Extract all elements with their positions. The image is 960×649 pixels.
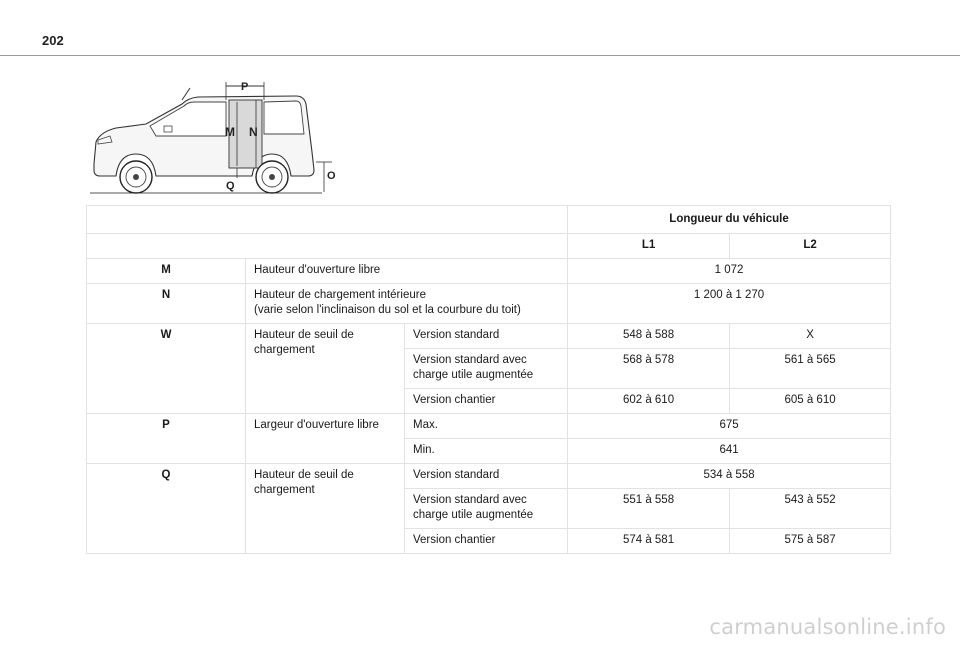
table-header-row [87,206,891,234]
row-value: 641 [568,439,891,464]
row-code: W [87,324,246,414]
van-windows [150,102,226,136]
value-l1: 551 à 558 [568,489,730,529]
table-row-q [87,464,891,489]
dim-label-n: N [249,125,258,139]
van-dimension-diagram [86,78,346,202]
version-label: Version standard avec charge utile augmentée [405,489,568,529]
dim-label-q: Q [226,180,235,192]
header-rule [0,55,960,56]
row-code: N [87,284,246,324]
row-code: Q [87,464,246,554]
l2-header: L2 [730,234,891,259]
row-value: 534 à 558 [568,464,891,489]
row-value: 1 072 [568,259,891,284]
page-number: 202 [42,33,64,48]
table-row-w [87,324,891,349]
dim-label-o: O [327,170,336,182]
value-l1: 574 à 581 [568,529,730,554]
vehicle-length-header: Longueur du véhicule [568,206,891,234]
value-l1: 568 à 578 [568,349,730,389]
row-description: Hauteur de chargement intérieure (varie selon l'inclinaison du sol et la courbure du toit) [246,284,568,324]
table-row-p [87,414,891,439]
table-subheader-row [87,234,891,259]
table-row-m [87,259,891,284]
value-l2: 561 à 565 [730,349,891,389]
value-l1: 602 à 610 [568,389,730,414]
row-description: Hauteur de seuil de chargement [246,324,405,414]
l1-header: L1 [568,234,730,259]
row-description: Hauteur de seuil de chargement [246,464,405,554]
version-label: Version standard [405,324,568,349]
row-description: Hauteur d'ouverture libre [246,259,568,284]
dim-label-m: M [225,125,235,139]
row-description: Largeur d'ouverture libre [246,414,405,464]
version-label: Version standard avec charge utile augmentée [405,349,568,389]
dim-label-p: P [241,81,249,93]
row-value: 675 [568,414,891,439]
version-label: Max. [405,414,568,439]
row-value: 1 200 à 1 270 [568,284,891,324]
value-l1: 548 à 588 [568,324,730,349]
version-label: Version chantier [405,529,568,554]
loading-dimensions-table [86,205,891,554]
value-l2: 605 à 610 [730,389,891,414]
row-code: P [87,414,246,464]
version-label: Version standard [405,464,568,489]
rear-window [264,101,304,134]
value-l2: X [730,324,891,349]
version-label: Version chantier [405,389,568,414]
watermark: carmanualsonline.info [709,615,946,639]
value-l2: 543 à 552 [730,489,891,529]
version-label: Min. [405,439,568,464]
row-code: M [87,259,246,284]
value-l2: 575 à 587 [730,529,891,554]
table-row-n [87,284,891,324]
